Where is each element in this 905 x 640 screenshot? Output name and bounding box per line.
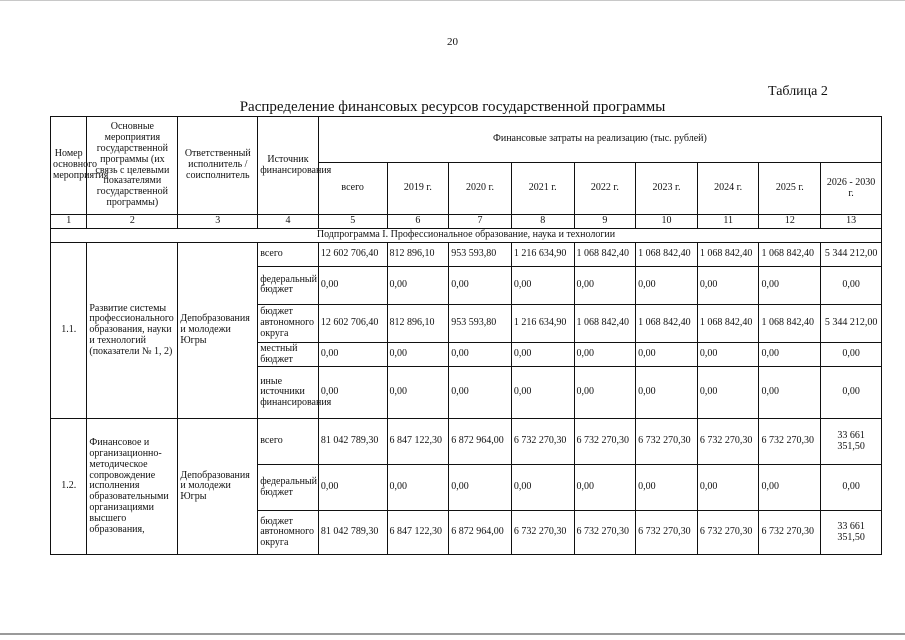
amount-year: 0,00 <box>449 266 512 304</box>
amount-total: 81 042 789,30 <box>318 511 387 555</box>
amount-year: 6 732 270,30 <box>574 511 636 555</box>
column-number-row <box>51 215 882 229</box>
header-year: 2021 г. <box>511 163 574 215</box>
amount-year: 0,00 <box>636 342 698 367</box>
amount-year: 0,00 <box>574 342 636 367</box>
amount-year: 1 068 842,40 <box>574 304 636 342</box>
funding-source: федеральный бюджет <box>258 266 319 304</box>
activity-code: 1.2. <box>51 419 87 555</box>
amount-total: 81 042 789,30 <box>318 419 387 465</box>
header-year: 2025 г. <box>759 163 821 215</box>
funding-source: всего <box>258 242 319 266</box>
amount-year: 0,00 <box>574 266 636 304</box>
subprogram-title: Подпрограмма I. Профессиональное образование, наука и технологии <box>51 228 882 242</box>
amount-2026-2030: 33 661 351,50 <box>821 419 882 465</box>
header-year: 2022 г. <box>574 163 636 215</box>
amount-year: 0,00 <box>511 465 574 511</box>
amount-year: 6 732 270,30 <box>511 419 574 465</box>
amount-year: 0,00 <box>387 266 449 304</box>
amount-year: 6 847 122,30 <box>387 419 449 465</box>
amount-year: 1 216 634,90 <box>511 242 574 266</box>
amount-total: 12 602 706,40 <box>318 242 387 266</box>
amount-year: 6 732 270,30 <box>636 511 698 555</box>
amount-year: 6 872 964,00 <box>449 511 512 555</box>
amount-year: 6 732 270,30 <box>697 511 759 555</box>
amount-year: 1 068 842,40 <box>636 304 698 342</box>
amount-2026-2030: 0,00 <box>821 266 882 304</box>
activity-code: 1.1. <box>51 242 87 419</box>
amount-year: 6 872 964,00 <box>449 419 512 465</box>
amount-year: 953 593,80 <box>449 304 512 342</box>
header-financial-costs: Финансовые затраты на реализацию (тыс. рублей) <box>318 117 881 163</box>
amount-year: 0,00 <box>697 367 759 419</box>
column-number: 8 <box>511 215 574 229</box>
activity-name: Развитие системы профессионального образования, науки и технологий (показатели № 1, 2) <box>87 242 178 419</box>
amount-year: 0,00 <box>697 465 759 511</box>
amount-year: 6 732 270,30 <box>759 419 821 465</box>
amount-year: 6 732 270,30 <box>697 419 759 465</box>
column-number: 12 <box>759 215 821 229</box>
column-number: 9 <box>574 215 636 229</box>
header-year: 2024 г. <box>697 163 759 215</box>
amount-year: 1 068 842,40 <box>636 242 698 266</box>
header-year: 2026 - 2030 г. <box>821 163 882 215</box>
activities-body <box>51 242 882 555</box>
amount-year: 0,00 <box>636 465 698 511</box>
header-funding-source: Источник финансирования <box>258 117 319 215</box>
amount-year: 0,00 <box>759 266 821 304</box>
amount-total: 0,00 <box>318 367 387 419</box>
column-number: 6 <box>387 215 449 229</box>
header-responsible-executor: Ответственный исполнитель / соисполнитель <box>178 117 258 215</box>
column-number: 5 <box>318 215 387 229</box>
column-number: 4 <box>258 215 319 229</box>
amount-year: 0,00 <box>449 465 512 511</box>
activity-executor: Депобразования и молодежи Югры <box>178 242 258 419</box>
amount-year: 0,00 <box>697 342 759 367</box>
amount-year: 0,00 <box>759 465 821 511</box>
amount-total: 0,00 <box>318 342 387 367</box>
header-total: всего <box>318 163 387 215</box>
amount-year: 0,00 <box>636 266 698 304</box>
amount-2026-2030: 33 661 351,50 <box>821 511 882 555</box>
amount-year: 6 847 122,30 <box>387 511 449 555</box>
header-year: 2023 г. <box>636 163 698 215</box>
amount-year: 6 732 270,30 <box>511 511 574 555</box>
column-number: 13 <box>821 215 882 229</box>
amount-year: 0,00 <box>387 342 449 367</box>
amount-2026-2030: 0,00 <box>821 465 882 511</box>
amount-year: 0,00 <box>511 342 574 367</box>
amount-year: 6 732 270,30 <box>759 511 821 555</box>
funding-source: федеральный бюджет <box>258 465 319 511</box>
amount-year: 1 216 634,90 <box>511 304 574 342</box>
amount-total: 0,00 <box>318 266 387 304</box>
amount-year: 1 068 842,40 <box>759 304 821 342</box>
funding-row <box>51 242 882 266</box>
amount-year: 812 896,10 <box>387 242 449 266</box>
column-number: 2 <box>87 215 178 229</box>
column-number: 10 <box>636 215 698 229</box>
activity-executor: Депобразования и молодежи Югры <box>178 419 258 555</box>
amount-year: 0,00 <box>387 465 449 511</box>
amount-year: 0,00 <box>759 342 821 367</box>
amount-year: 953 593,80 <box>449 242 512 266</box>
amount-year: 0,00 <box>759 367 821 419</box>
top-edge-line <box>0 0 905 1</box>
funding-source: местный бюджет <box>258 342 319 367</box>
header-main-activities: Основные мероприятия государственной программы (их связь с целевыми показателями государственной программы) <box>87 117 178 215</box>
amount-year: 0,00 <box>574 465 636 511</box>
funding-source: бюджет автономного округа <box>258 511 319 555</box>
amount-year: 1 068 842,40 <box>759 242 821 266</box>
amount-year: 0,00 <box>574 367 636 419</box>
amount-year: 0,00 <box>636 367 698 419</box>
amount-year: 812 896,10 <box>387 304 449 342</box>
amount-year: 1 068 842,40 <box>697 242 759 266</box>
amount-total: 0,00 <box>318 465 387 511</box>
amount-year: 0,00 <box>511 266 574 304</box>
amount-year: 6 732 270,30 <box>574 419 636 465</box>
table-label: Таблица 2 <box>768 84 828 99</box>
column-number: 1 <box>51 215 87 229</box>
subprogram-row <box>51 228 882 242</box>
header-year: 2019 г. <box>387 163 449 215</box>
amount-year: 1 068 842,40 <box>697 304 759 342</box>
amount-year: 1 068 842,40 <box>574 242 636 266</box>
amount-2026-2030: 5 344 212,00 <box>821 304 882 342</box>
header-activity-number: Номер основного мероприятия <box>51 117 87 215</box>
column-number: 11 <box>697 215 759 229</box>
amount-year: 6 732 270,30 <box>636 419 698 465</box>
funding-source: всего <box>258 419 319 465</box>
amount-year: 0,00 <box>697 266 759 304</box>
amount-2026-2030: 0,00 <box>821 342 882 367</box>
amount-year: 0,00 <box>387 367 449 419</box>
financial-resources-table <box>50 116 882 555</box>
amount-total: 12 602 706,40 <box>318 304 387 342</box>
header-year: 2020 г. <box>449 163 512 215</box>
funding-row <box>51 419 882 465</box>
amount-2026-2030: 0,00 <box>821 367 882 419</box>
amount-year: 0,00 <box>449 367 512 419</box>
amount-year: 0,00 <box>511 367 574 419</box>
page-number: 20 <box>447 36 458 48</box>
column-number: 7 <box>449 215 512 229</box>
funding-source: бюджет автономного округа <box>258 304 319 342</box>
amount-2026-2030: 5 344 212,00 <box>821 242 882 266</box>
column-number: 3 <box>178 215 258 229</box>
bottom-edge-line <box>0 633 905 635</box>
funding-source: иные источники финансирования <box>258 367 319 419</box>
amount-year: 0,00 <box>449 342 512 367</box>
activity-name: Финансовое и организационно-методическое сопровождение исполнения образовательными организациями высшего образования, <box>87 419 178 555</box>
document-title: Распределение финансовых ресурсов государственной программы <box>239 99 666 115</box>
